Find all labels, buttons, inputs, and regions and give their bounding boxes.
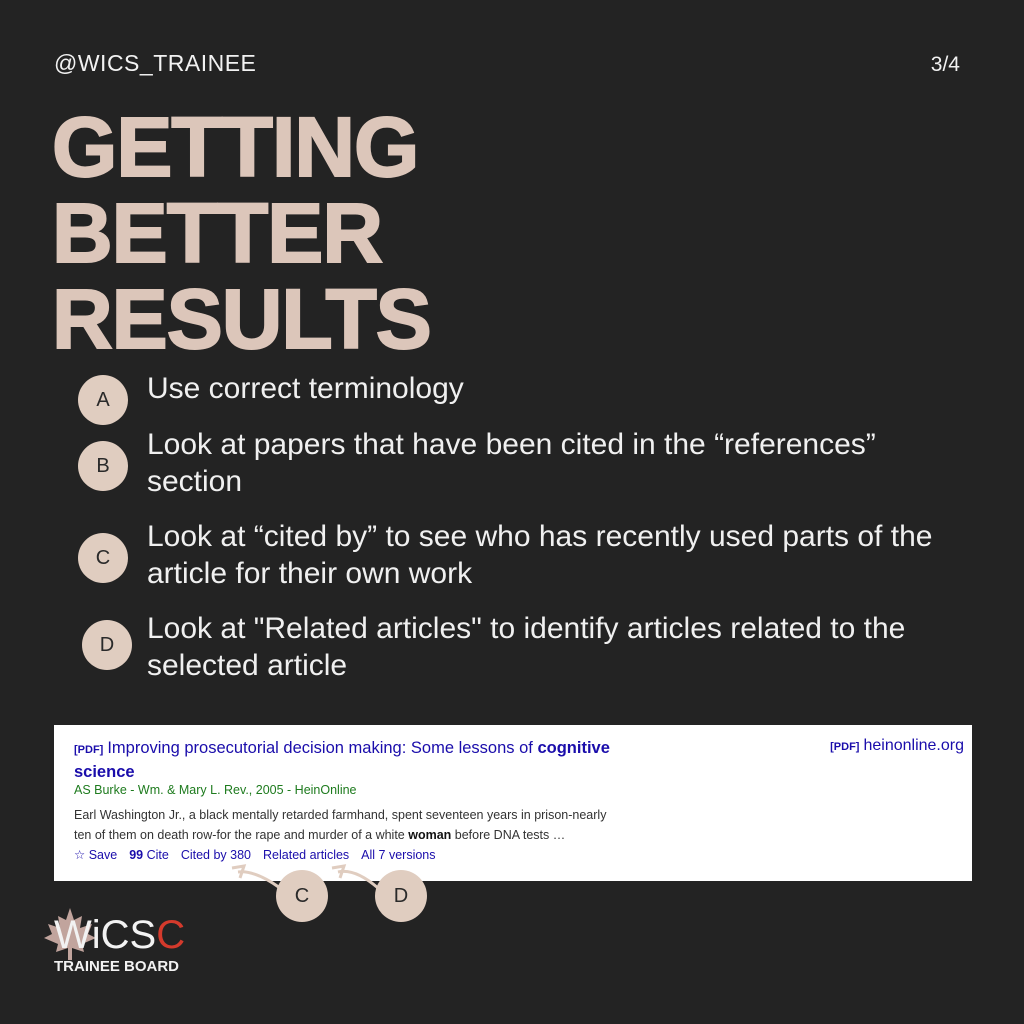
save-label: Save [88, 848, 118, 862]
logo-wordmark [54, 913, 185, 958]
logo-part-1: Wi [54, 913, 101, 957]
quote-icon: 99 [129, 847, 144, 862]
callout-badge-d: D [375, 870, 427, 922]
tip-text-d: Look at "Related articles" to identify articles related to the selected article [147, 612, 906, 682]
result-title-bold-1[interactable]: cognitive [537, 739, 610, 757]
snippet-line-2c: before DNA tests … [451, 828, 566, 842]
result-title-text[interactable]: Improving prosecutorial decision making: Some lessons of [107, 739, 538, 757]
star-icon: ☆ [74, 848, 86, 862]
cite-label: Cite [146, 847, 169, 862]
pdf-tag: [PDF] [74, 744, 104, 756]
tip-text-b: Look at papers that have been cited in the “references” section [147, 428, 876, 498]
snippet-line-2a: ten of them on death row-for the rape and murder of a white [74, 828, 409, 842]
tip-badge-c: C [78, 533, 128, 583]
snippet-line-1: Earl Washington Jr., a black mentally retarded farmhand, spent seventeen years in prison-nearly [74, 808, 607, 822]
snippet-bold: woman [408, 828, 452, 842]
account-handle: @WICS_TRAINEE [54, 50, 257, 76]
cited-by-link[interactable]: Cited by 380 [180, 847, 252, 862]
arrow-c [238, 872, 280, 888]
tip-text-c: Look at “cited by” to see who has recently used parts of the article for their own work [147, 520, 933, 590]
related-articles-link[interactable]: Related articles [263, 847, 350, 862]
tip-text-a: Use correct terminology [147, 372, 464, 405]
logo-part-3: C [156, 913, 186, 957]
callout-badge-c: C [276, 870, 328, 922]
logo-subtitle: TRAINEE BOARD [54, 958, 180, 975]
side-link-text[interactable]: heinonline.org [863, 737, 964, 754]
title-line-1: GETTING [52, 100, 419, 194]
side-pdf-tag: [PDF] [830, 741, 860, 753]
result-title-bold-2[interactable]: science [74, 763, 135, 781]
tip-badge-b: B [78, 441, 128, 491]
arrow-d [338, 871, 378, 888]
tip-badge-a: A [78, 375, 128, 425]
result-meta: AS Burke - Wm. & Mary L. Rev., 2005 - HeinOnline [74, 783, 357, 797]
all-versions-link[interactable]: All 7 versions [361, 847, 436, 862]
title-line-3: RESULTS [52, 272, 431, 366]
page-indicator: 3/4 [930, 53, 960, 76]
title-line-2: BETTER [52, 186, 382, 280]
tip-badge-d: D [82, 620, 132, 670]
logo-part-2: CS [100, 913, 157, 957]
